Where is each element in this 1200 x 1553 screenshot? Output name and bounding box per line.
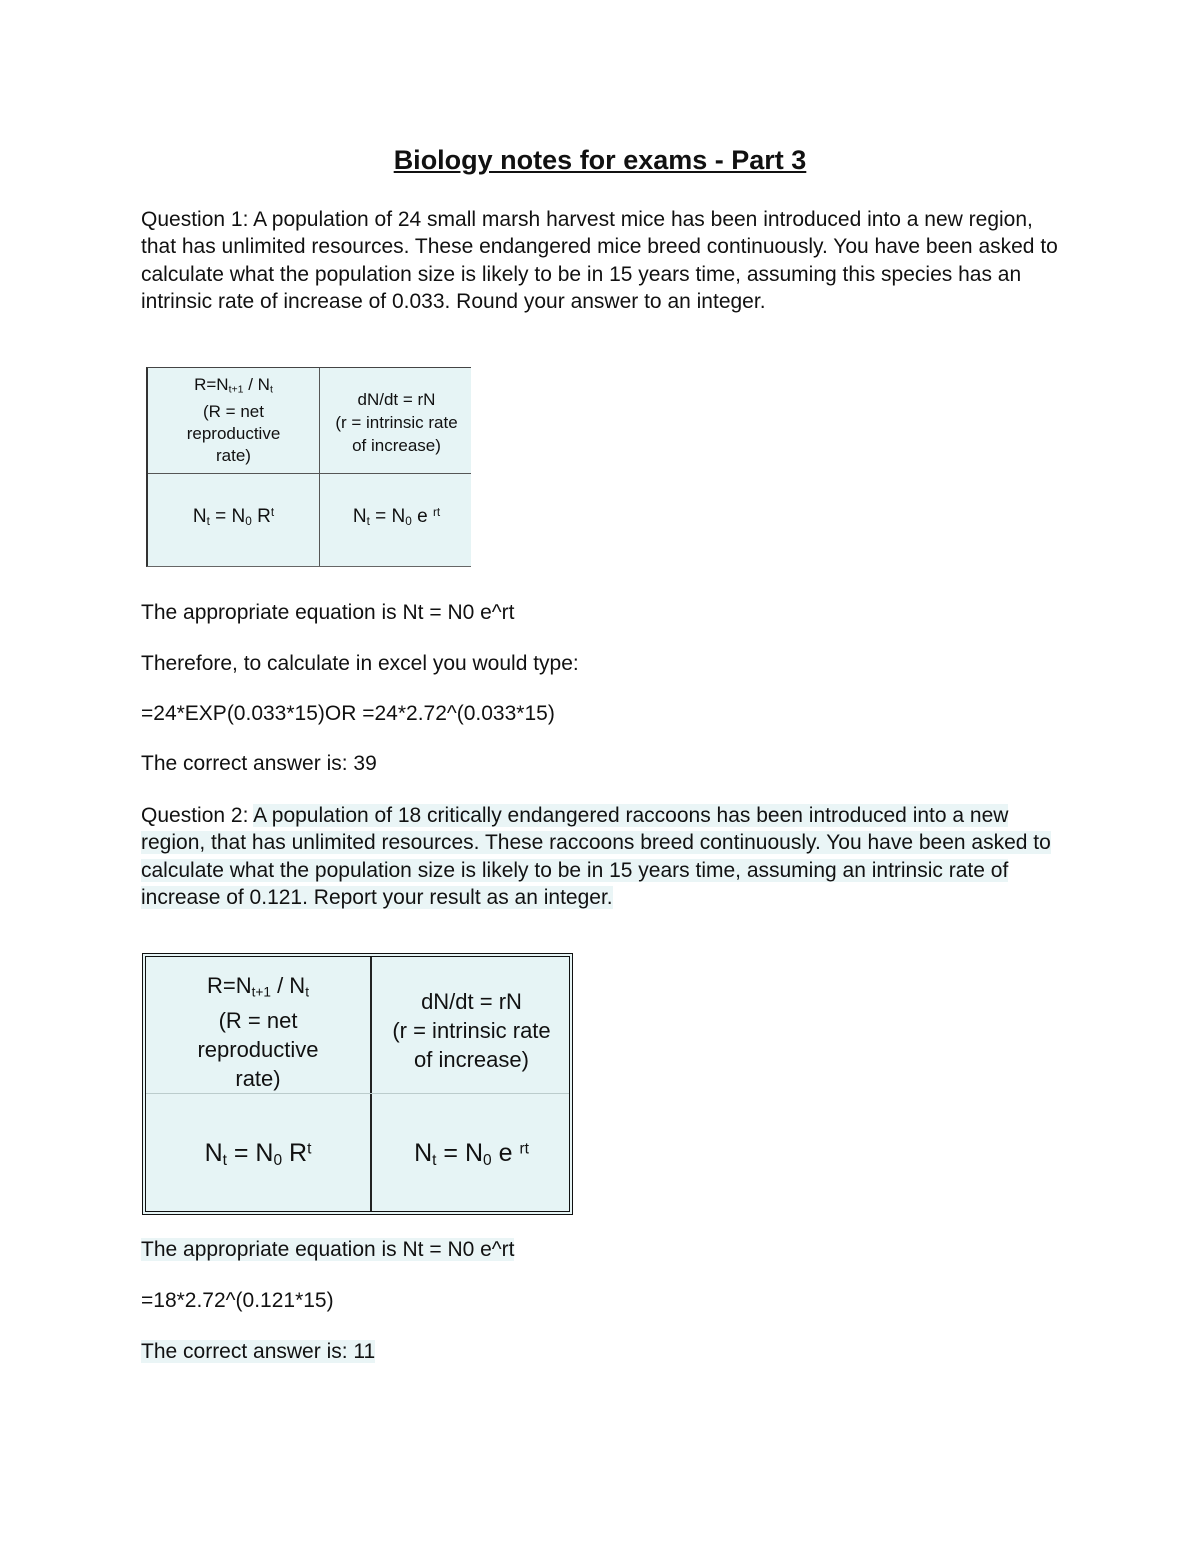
formula-table-2 xyxy=(142,953,573,1215)
question-1-answer: The correct answer is: 39 xyxy=(141,752,377,775)
table-divider-horizontal xyxy=(148,473,471,474)
continuous-growth-equation: $N_t = N_0$ e $^{rt}$ xyxy=(414,1139,529,1169)
discrete-growth-equation: $N_t = N_0$ $R^t$ xyxy=(204,1139,312,1169)
question-1-label: Question 1: xyxy=(141,208,254,231)
discrete-growth-equation: $N_t = N_0$ $R^t$ xyxy=(192,506,275,528)
page-title: Biology notes for exams - Part 3 xyxy=(393,145,807,175)
question-1-equation: The appropriate equation is Nt = N0 e^rt xyxy=(141,601,515,624)
question-2-answer: The correct answer is: 11 xyxy=(141,1340,376,1363)
intrinsic-rate-cell: dN/dt = rN (r = intrinsic rate of increase) xyxy=(335,390,458,455)
question-1-paragraph xyxy=(141,206,1061,315)
net-reproductive-rate-cell: $R=N_{t+1} / N_t$ (R = net reproductive rate) xyxy=(197,973,319,1092)
question-1-excel-intro: Therefore, to calculate in excel you would type: xyxy=(141,652,579,675)
question-1-text: A population of 24 small marsh harvest mice has been introduced into a new region, that has unlimited resources. These endangered mice breed continuously. You have been asked to calculate what the population size is likely to be in 15 years time, assuming this species has an intrinsic rate of increase of 0.033. Round your answer to an integer. xyxy=(141,208,1058,313)
intrinsic-rate-cell: dN/dt = rN (r = intrinsic rate of increase) xyxy=(392,989,551,1072)
question-1-excel-formula: =24*EXP(0.033*15)OR =24*2.72^(0.033*15) xyxy=(141,702,555,725)
question-2-label: Question 2: xyxy=(141,804,254,827)
continuous-growth-equation: $N_t = N_0$ e $^{rt}$ xyxy=(352,506,441,528)
formula-table-1 xyxy=(146,367,471,567)
net-reproductive-rate-cell: $R=N_{t+1} / N_t$ (R = net reproductive rate) xyxy=(186,375,281,465)
question-2-excel-formula: =18*2.72^(0.121*15) xyxy=(141,1289,334,1312)
question-2-equation: The appropriate equation is Nt = N0 e^rt xyxy=(141,1238,515,1261)
question-2-text: A population of 18 critically endangered raccoons has been introduced into a new region, that has unlimited resources. These raccoons breed continuously. You have been asked to calculate what the population size is likely to be in 15 years time, assuming an intrinsic rate of increase of 0.121. Report your result as an integer. xyxy=(141,804,1051,909)
question-2-paragraph xyxy=(141,802,1061,911)
